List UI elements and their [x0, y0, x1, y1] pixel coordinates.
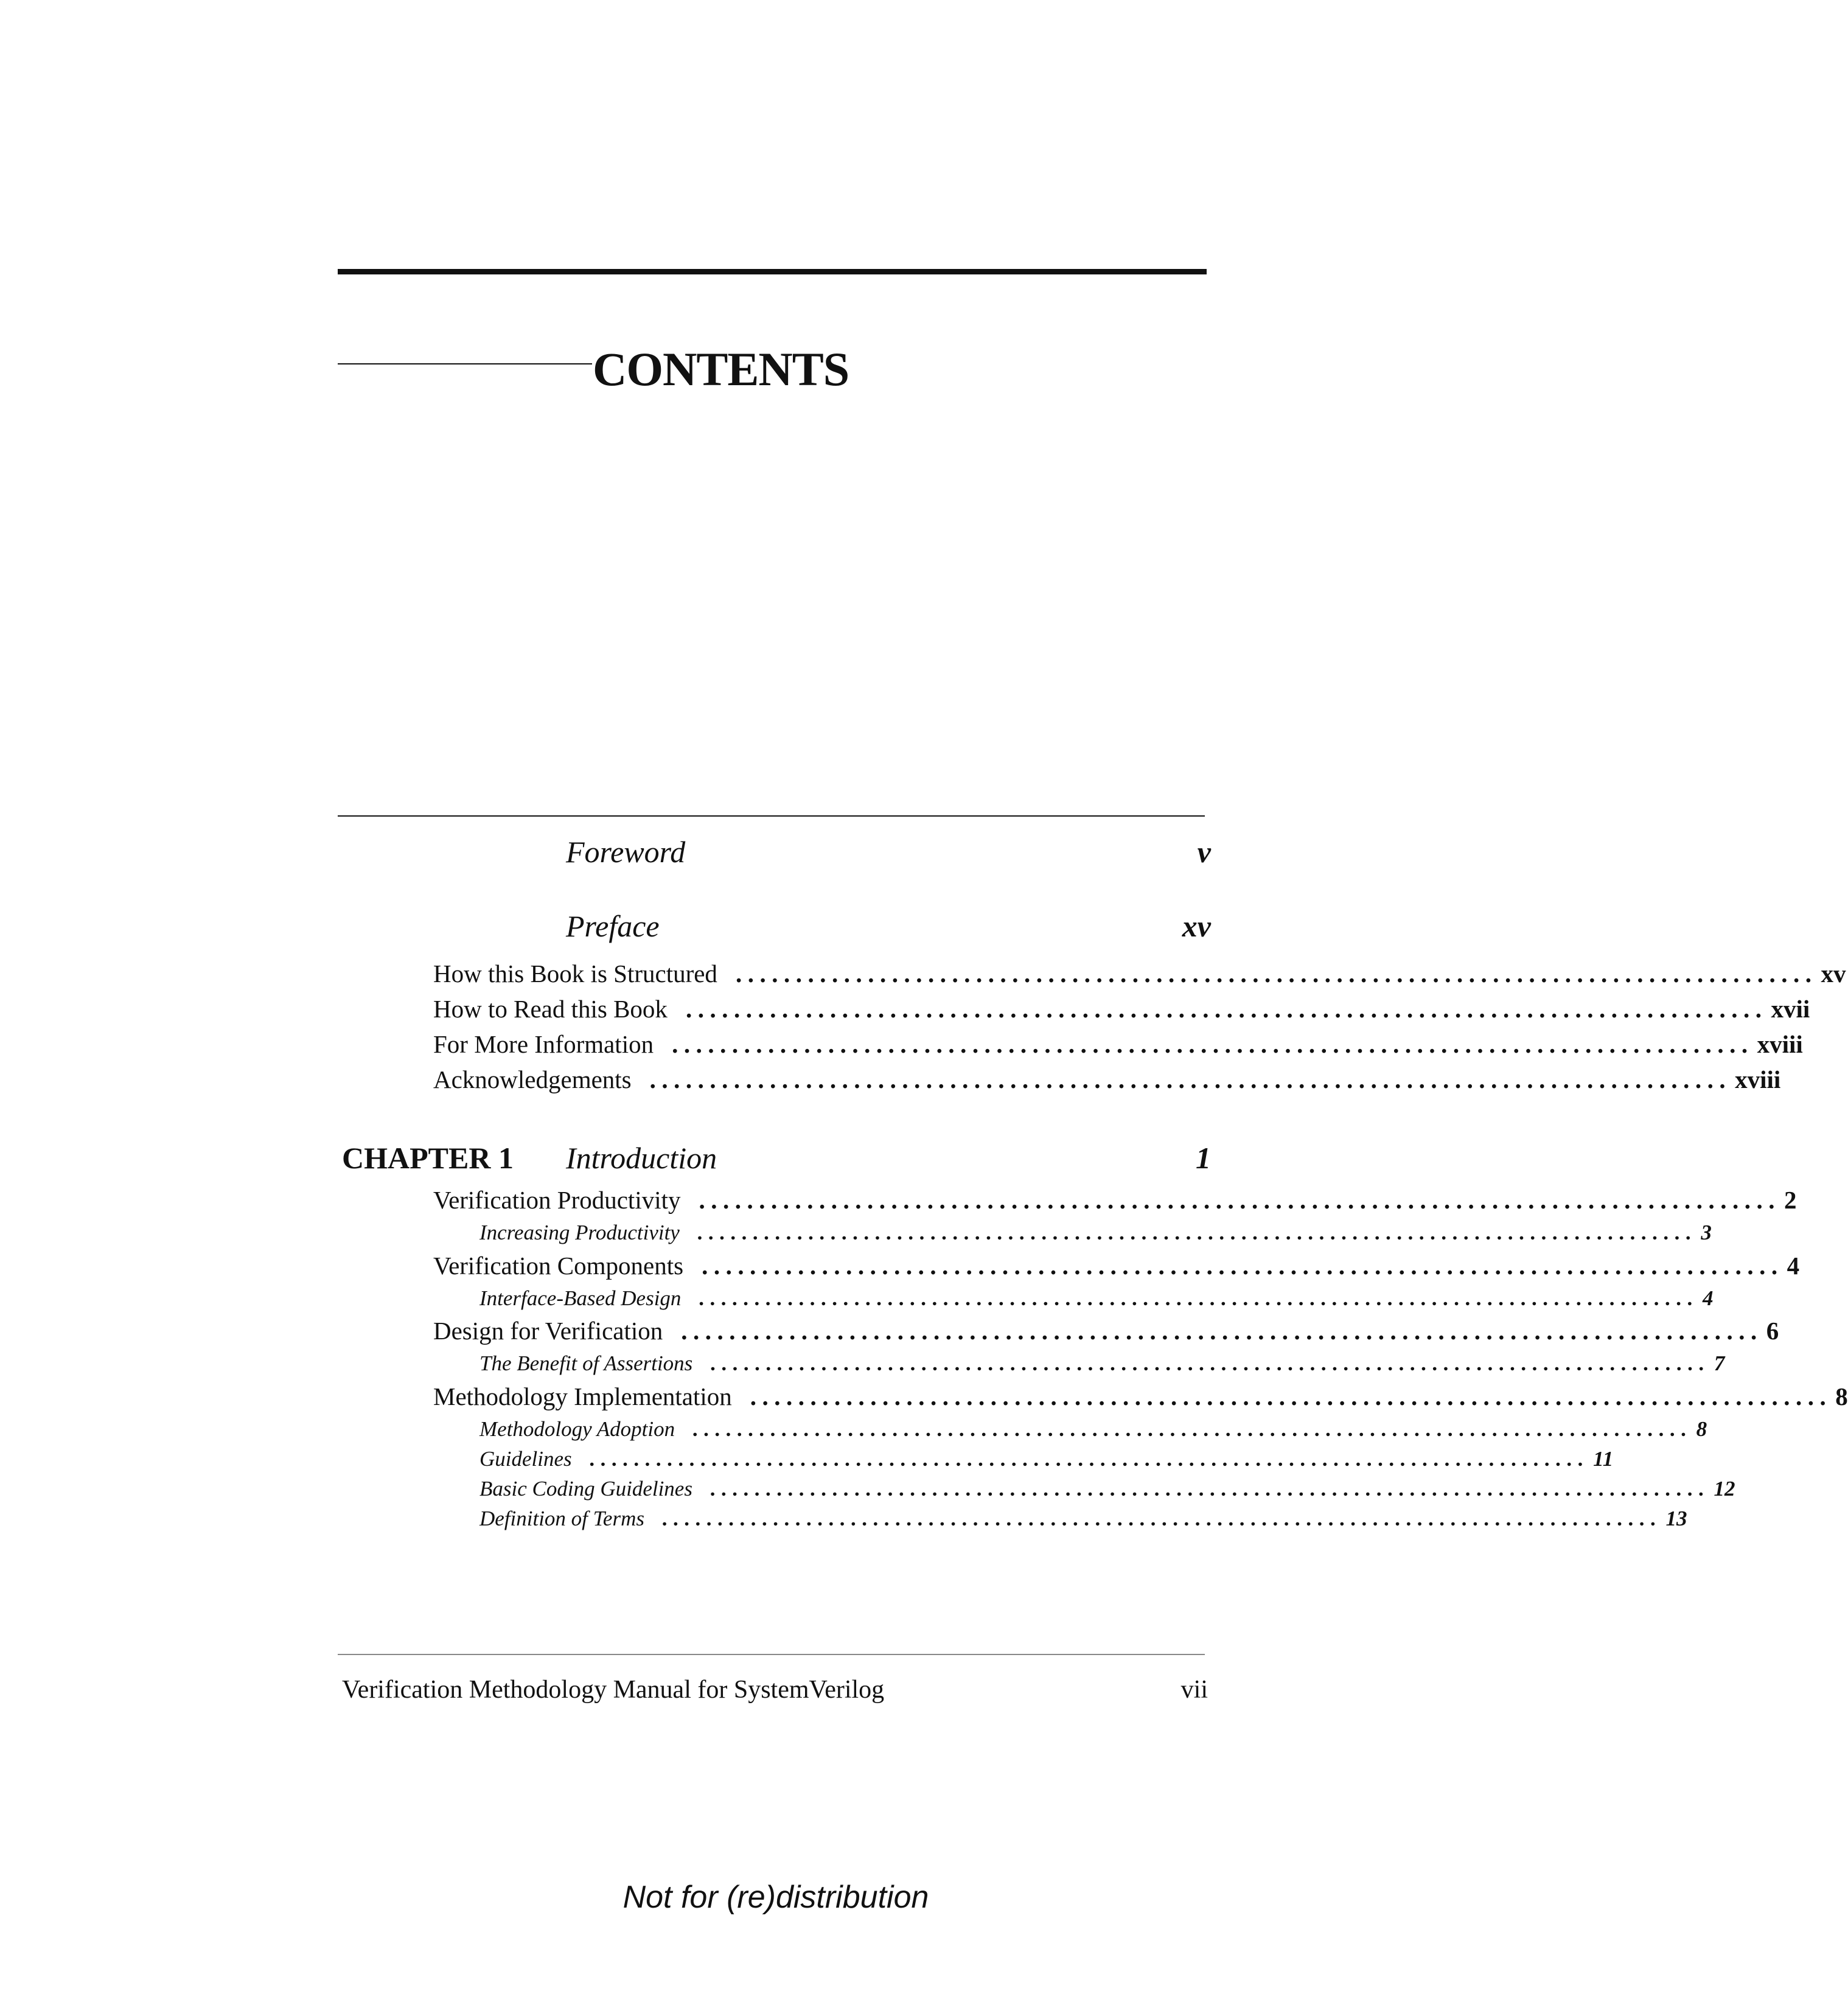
dot-leader: .......................................................................................... — [699, 1186, 1780, 1214]
title-rule — [338, 363, 592, 364]
toc-subentry[interactable] — [479, 1477, 1735, 1501]
watermark: Not for (re)distribution — [622, 1880, 929, 1915]
toc-entry[interactable] — [433, 1065, 1781, 1093]
toc-entry-label: Basic Coding Guidelines — [479, 1477, 692, 1501]
dot-leader: .......................................................................................... — [685, 995, 1768, 1023]
toc-entry-page: xviii — [1735, 1065, 1781, 1093]
toc-preface[interactable]: Preface — [566, 909, 660, 943]
toc-entry-label: Methodology Implementation — [433, 1382, 732, 1410]
toc-entry-page: 13 — [1665, 1507, 1687, 1530]
dot-leader: .......................................................................................... — [662, 1507, 1662, 1530]
toc-subentry[interactable] — [479, 1351, 1725, 1375]
footer-book-title: Verification Methodology Manual for SystemVerilog — [342, 1676, 885, 1704]
toc-entry[interactable] — [433, 1317, 1779, 1345]
dot-leader: .......................................................................................... — [649, 1065, 1732, 1093]
toc-entry-page: 4 — [1702, 1286, 1714, 1310]
footer-rule — [338, 1654, 1205, 1655]
toc-entry[interactable] — [433, 960, 1846, 988]
toc-subentry[interactable] — [479, 1507, 1687, 1530]
top-thick-rule — [338, 269, 1207, 274]
toc-entry-label: Acknowledgements — [433, 1065, 632, 1093]
dot-leader: .......................................................................................... — [711, 1351, 1710, 1375]
toc-entry-label: How to Read this Book — [433, 995, 668, 1023]
toc-entry-page: xv — [1821, 960, 1846, 988]
toc-entry-label: Increasing Productivity — [479, 1221, 680, 1244]
toc-entry[interactable] — [433, 1030, 1803, 1058]
page-title: CONTENTS — [593, 343, 849, 396]
toc-entry[interactable] — [433, 995, 1810, 1023]
toc-entry-label: Verification Components — [433, 1252, 684, 1280]
dot-leader: .......................................................................................... — [672, 1030, 1754, 1058]
toc-foreword-page: v — [1197, 835, 1211, 869]
toc-subentry[interactable] — [479, 1286, 1714, 1310]
toc-entry-page: 12 — [1714, 1477, 1735, 1501]
toc-entry-label: Guidelines — [479, 1447, 572, 1471]
toc-entry-page: 8 — [1835, 1382, 1848, 1410]
toc-chapter-1[interactable]: Introduction — [566, 1141, 717, 1175]
toc-entry-label: The Benefit of Assertions — [479, 1351, 693, 1375]
toc-subentry[interactable] — [479, 1447, 1614, 1471]
dot-leader: .......................................................................................... — [735, 960, 1818, 988]
dot-leader: .......................................................................................... — [702, 1252, 1783, 1280]
toc-entry-page: 4 — [1787, 1252, 1800, 1280]
toc-entry-label: For More Information — [433, 1030, 654, 1058]
toc-entry-page: 6 — [1766, 1317, 1779, 1345]
dot-leader: .......................................................................................... — [693, 1417, 1693, 1441]
toc-entry[interactable] — [433, 1252, 1800, 1280]
footer-page-number: vii — [1180, 1676, 1208, 1704]
dot-leader: .......................................................................................... — [710, 1477, 1710, 1501]
toc-entry-label: Methodology Adoption — [479, 1417, 675, 1441]
toc-entry-page: 3 — [1701, 1221, 1712, 1244]
toc-subentry[interactable] — [479, 1417, 1707, 1441]
toc-preface-page: xv — [1182, 909, 1211, 943]
toc-entry-label: Design for Verification — [433, 1317, 663, 1345]
toc-entry-label: Verification Productivity — [433, 1186, 681, 1214]
toc-entry-label: Definition of Terms — [479, 1507, 644, 1530]
toc-chapter-1-page: 1 — [1196, 1141, 1211, 1175]
dot-leader: .......................................................................................... — [590, 1447, 1590, 1471]
dot-leader: .......................................................................................... — [681, 1317, 1763, 1345]
toc-entry-page: 11 — [1593, 1447, 1614, 1471]
toc-entry-page: 7 — [1714, 1351, 1725, 1375]
dot-leader: .......................................................................................... — [699, 1286, 1699, 1310]
toc-subentry[interactable] — [479, 1221, 1712, 1244]
toc-entry-page: 8 — [1696, 1417, 1707, 1441]
toc-entry-label: Interface-Based Design — [479, 1286, 682, 1310]
dot-leader: .......................................................................................... — [697, 1221, 1698, 1244]
toc-entry-page: xvii — [1771, 995, 1810, 1023]
section-rule — [338, 815, 1205, 817]
chapter-label: CHAPTER 1 — [342, 1141, 514, 1175]
toc-foreword[interactable]: Foreword — [566, 835, 686, 869]
dot-leader: .......................................................................................... — [750, 1382, 1832, 1410]
toc-entry[interactable] — [433, 1186, 1797, 1214]
toc-entry-label: How this Book is Structured — [433, 960, 717, 988]
toc-entry[interactable] — [433, 1382, 1848, 1410]
toc-entry-page: 2 — [1784, 1186, 1797, 1214]
toc-entry-page: xviii — [1757, 1030, 1803, 1058]
